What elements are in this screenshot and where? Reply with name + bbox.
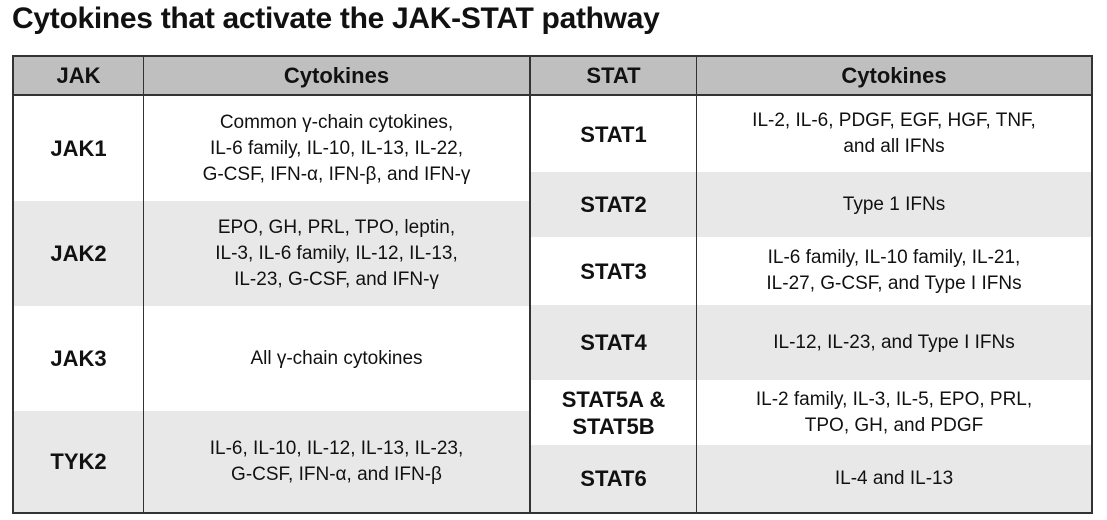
jak-header-row [14, 57, 529, 96]
stat-cytokines: IL-4 and IL-13 [834, 467, 954, 489]
stat-row [531, 305, 1091, 380]
jak-cytokines: IL-6, IL-10, IL-12, IL-13, IL-23, G-CSF, IFN-α, and IFN-β [209, 437, 464, 485]
stat-column-header: STAT [531, 57, 697, 94]
jak-name: JAK2 [50, 241, 107, 266]
jak-row [14, 201, 529, 306]
stat-cytokines: IL-2, IL-6, PDGF, EGF, HGF, TNF, and all IFNs [752, 110, 1036, 157]
stat-row [531, 380, 1091, 445]
stat-name: STAT4 [580, 330, 647, 355]
jak-section [14, 57, 531, 512]
stat-name: STAT5A & STAT5B [561, 386, 666, 439]
jak-name: TYK2 [50, 449, 107, 474]
stat-rows [531, 96, 1091, 512]
jak-cytokines-column-header: Cytokines [283, 62, 390, 88]
stat-name: STAT2 [580, 192, 647, 217]
jak-cytokines: All γ-chain cytokines [250, 347, 423, 369]
page-title: Cytokines that activate the JAK-STAT pathway [12, 2, 660, 35]
stat-section [531, 57, 1091, 512]
stat-cytokines: IL-2 family, IL-3, IL-5, EPO, PRL, TPO, GH, and PDGF [755, 388, 1033, 436]
stat-cytokines: IL-6 family, IL-10 family, IL-21, IL-27, G-CSF, and Type I IFNs [766, 247, 1022, 294]
jak-row [14, 96, 529, 201]
stat-cytokines-column-header: Cytokines [841, 62, 947, 88]
stat-row [531, 96, 1091, 172]
jak-row [14, 306, 529, 411]
jak-stat-table [12, 55, 1093, 514]
stat-row [531, 237, 1091, 305]
stat-name: STAT1 [580, 121, 647, 147]
stat-cytokines: Type 1 IFNs [842, 193, 946, 215]
jak-name: JAK3 [50, 346, 107, 371]
stat-name: STAT3 [580, 258, 647, 284]
jak-rows [14, 96, 529, 512]
stat-row [531, 445, 1091, 512]
jak-cytokines: EPO, GH, PRL, TPO, leptin, IL-3, IL-6 family, IL-12, IL-13, IL-23, G-CSF, and IFN-γ [215, 216, 458, 290]
stat-row [531, 172, 1091, 237]
stat-header-row [531, 57, 1091, 96]
jak-row [14, 411, 529, 512]
jak-column-header: JAK [14, 57, 144, 94]
jak-cytokines: Common γ-chain cytokines, IL-6 family, IL-10, IL-13, IL-22, G-CSF, IFN-α, IFN-β, and IFN-γ [202, 111, 471, 185]
stat-cytokines: IL-12, IL-23, and Type I IFNs [773, 331, 1015, 353]
stat-name: STAT6 [580, 466, 647, 491]
jak-name: JAK1 [50, 136, 107, 161]
